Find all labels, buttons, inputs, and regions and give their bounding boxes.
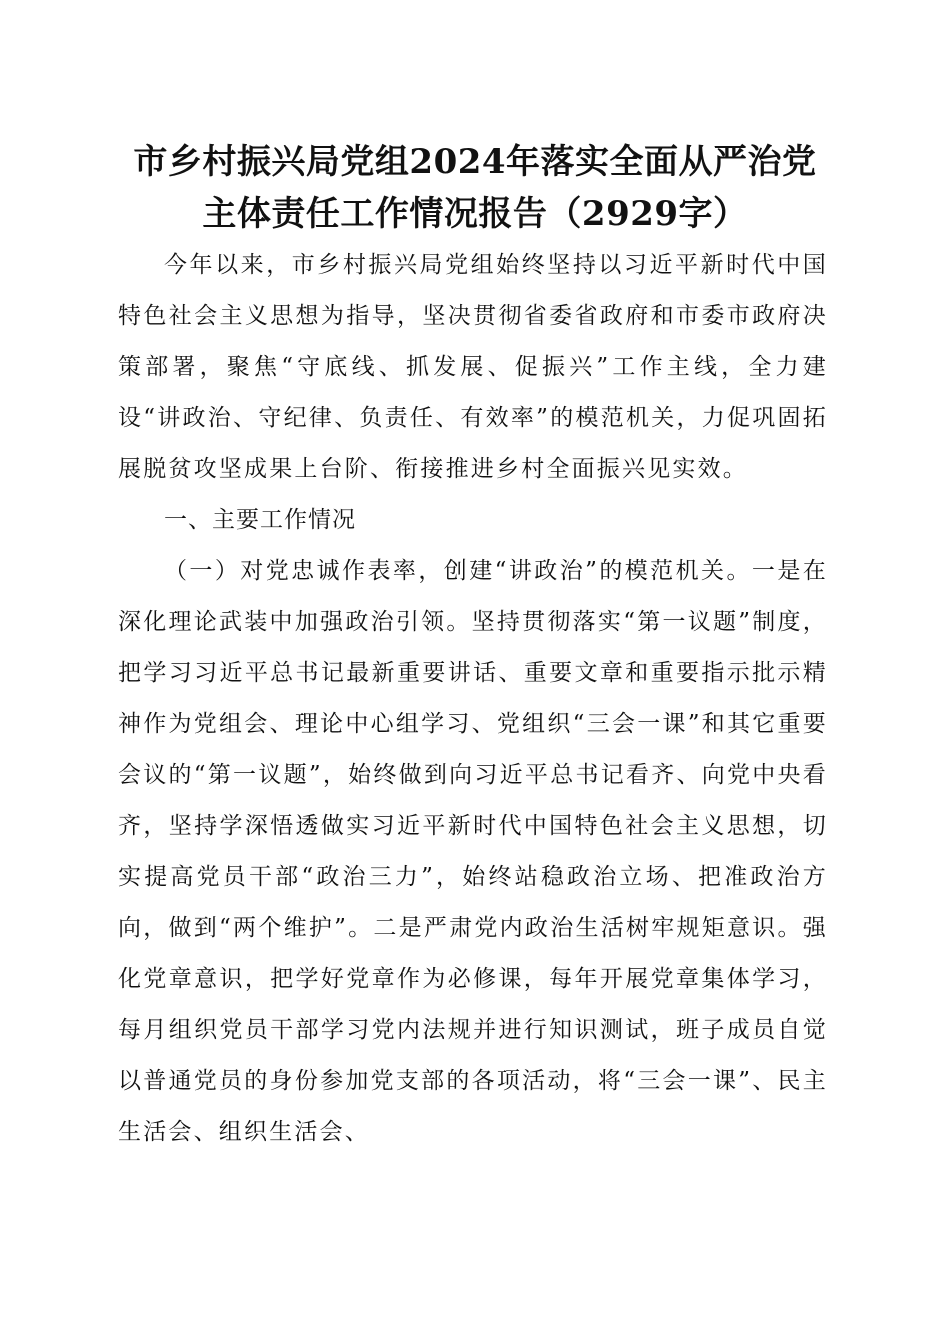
section-1-paragraph (118, 546, 828, 1158)
subsection-lead: （一）对党忠诚作表率，创建“讲政治”的模范机关。 (164, 558, 752, 584)
subsection-body: 一是在深化理论武装中加强政治引领。坚持贯彻落实“第一议题”制度，把学习习近平总书记最新重要讲话、重要文章和重要指示批示精神作为党组会、理论中心组学习、党组织“三会一课”和其它重要会议的“第一议题”，始终做到向习近平总书记看齐、向党中央看齐，坚持学深悟透做实习近平新时代中国特色社会主义思想，切实提高党员干部“政治三力”，始终站稳政治立场、把准政治方向，做到“两个维护”。二是严肃党内政治生活树牢规矩意识。强化党章意识，把学好党章作为必修课，每年开展党章集体学习，每月组织党员干部学习党内法规并进行知识测试，班子成员自觉以普通党员的身份参加党支部的各项活动，将“三会一课”、民主生活会、组织生活会、 (118, 558, 828, 1145)
title-line-1: 市乡村振兴局党组2024年落实全面从严治党 (133, 142, 817, 182)
title-line-2: 主体责任工作情况报告（2929字） (202, 194, 748, 234)
document-body (118, 240, 828, 1158)
section-heading-1: 一、主要工作情况 (164, 507, 356, 533)
document-title (95, 136, 855, 240)
intro-paragraph: 今年以来，市乡村振兴局党组始终坚持以习近平新时代中国特色社会主义思想为指导，坚决贯彻省委省政府和市委市政府决策部署，聚焦“守底线、抓发展、促振兴”工作主线，全力建设“讲政治、守纪律、负责任、有效率”的模范机关，力促巩固拓展脱贫攻坚成果上台阶、衔接推进乡村全面振兴见实效。 (118, 252, 828, 482)
